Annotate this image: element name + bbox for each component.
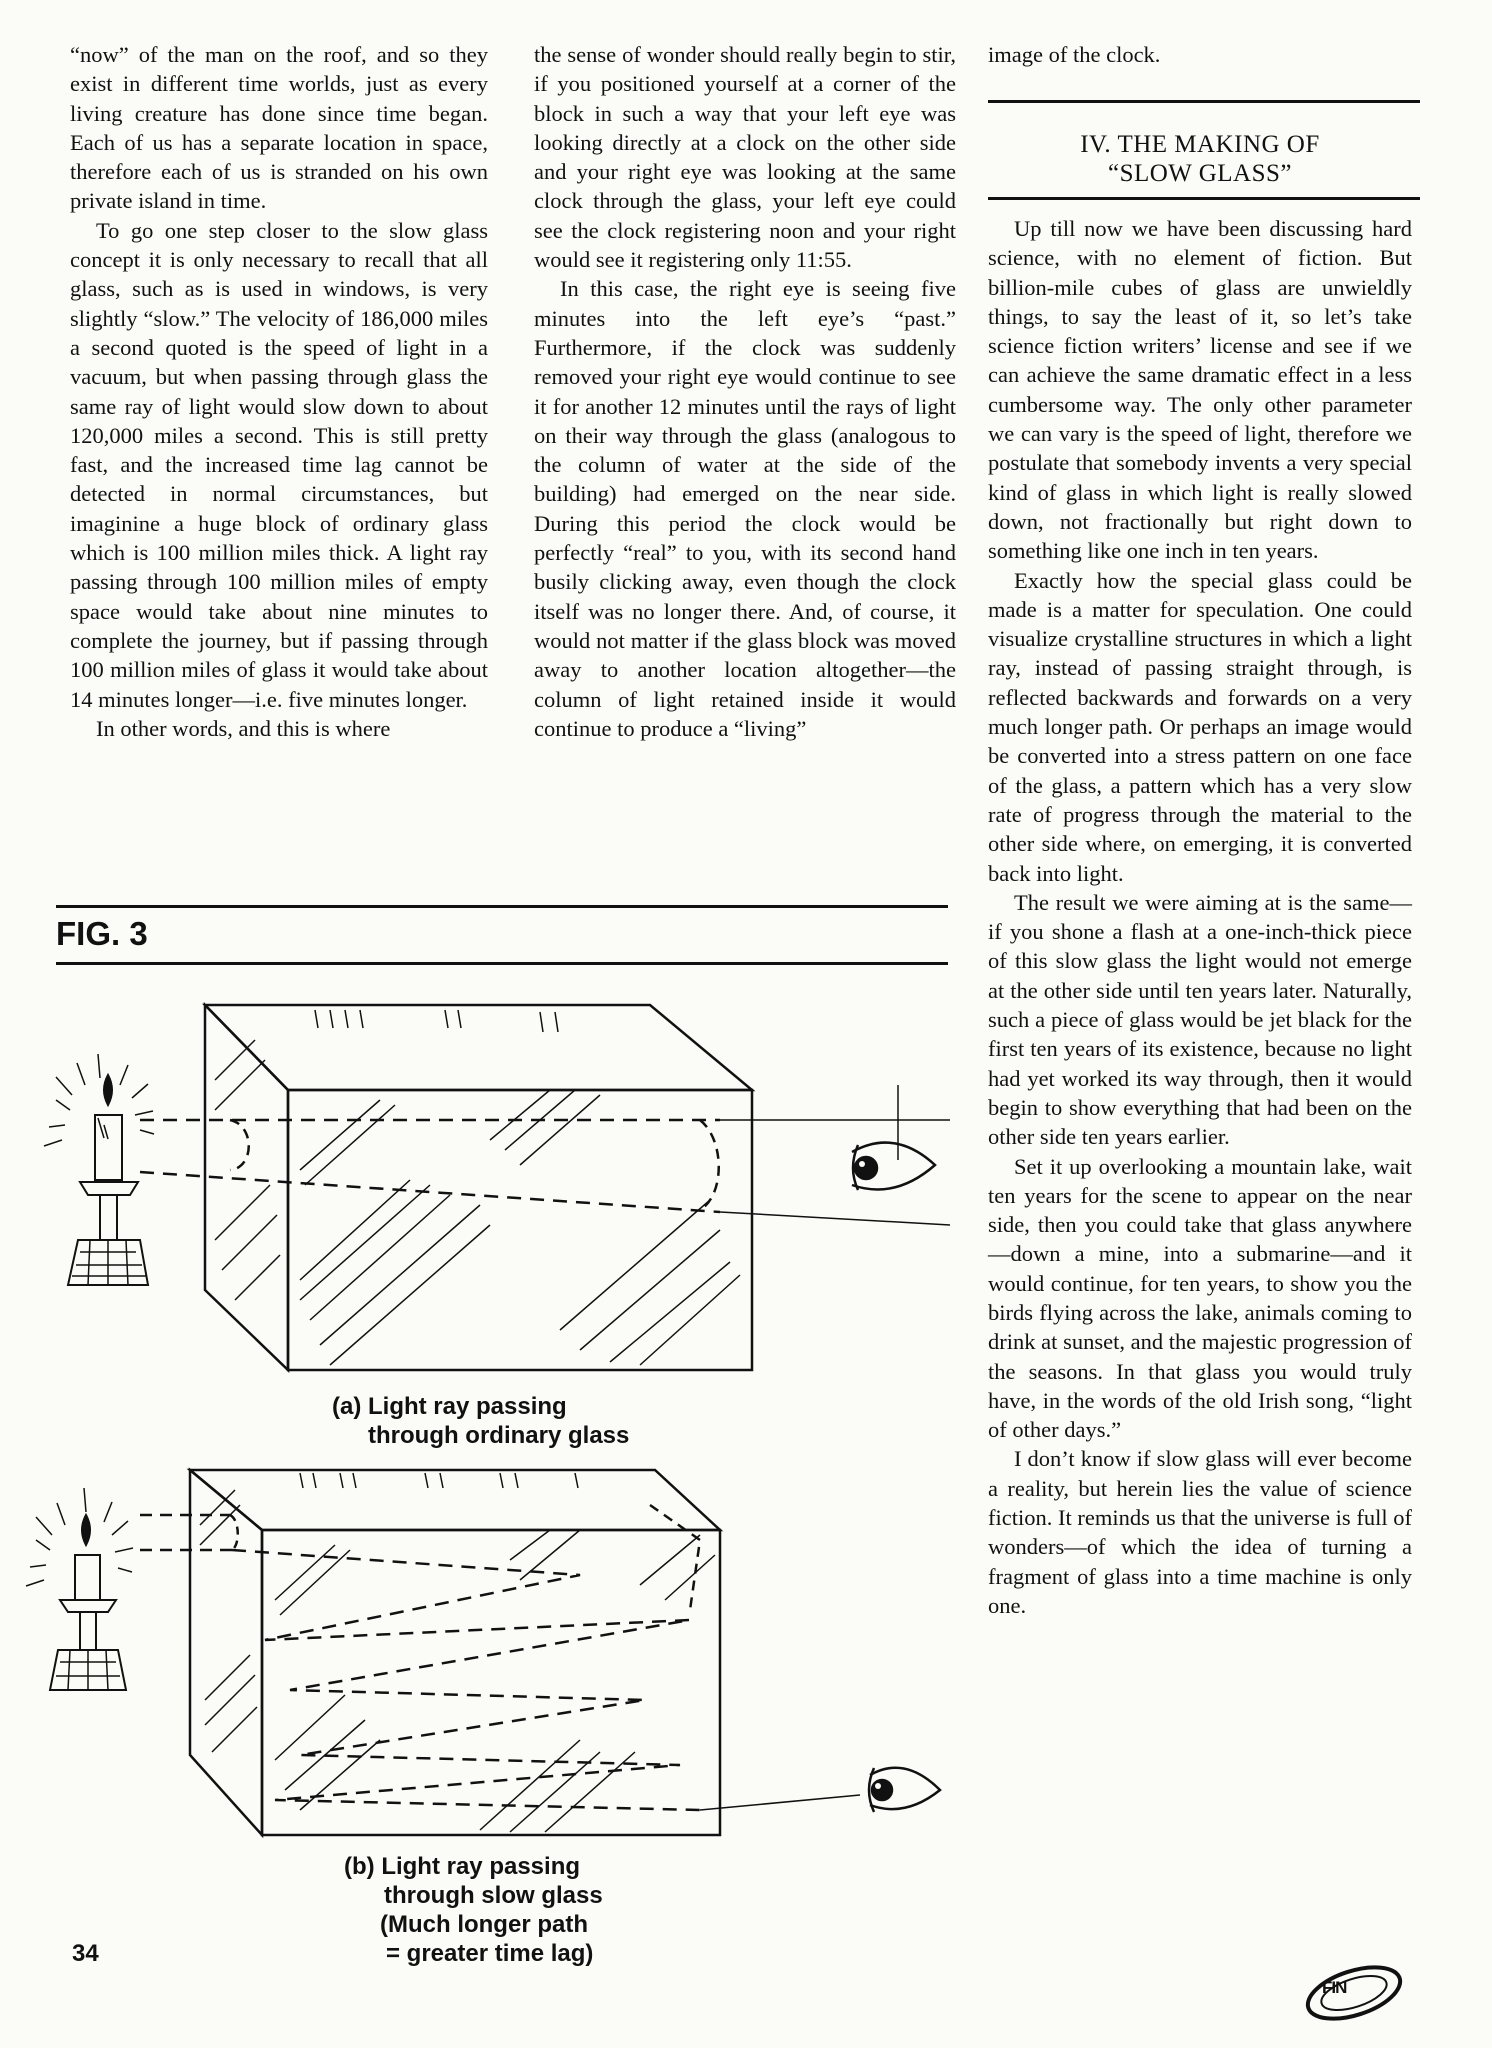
col3-paragraph-1: Up till now we have been discussing hard science, with no element of fiction. But billion-mile cubes of glass are unwieldly things, to say the least of it, so let’s take science fiction writers’ license and see if we can achieve the same dramatic effect in a less cumbersome way. The only other parameter we can vary is the speed of light, therefore we postulate that somebody invents a very special kind of glass in which light is really slowed down, not fractionally but right down to something like one inch in ten years. [988, 216, 1412, 564]
caption-a-line-1: (a) Light ray passing [332, 1393, 567, 1420]
caption-b-line-2: through slow glass [384, 1882, 603, 1909]
col3-paragraph-5: I don’t know if slow glass will ever become a reality, but herein lies the value of science fiction. It reminds us that the universe is full of wonders—of which the idea of turning a fragment of glass into a time machine is only one. [988, 1446, 1412, 1618]
caption-a [332, 1392, 629, 1450]
section-rule-bottom [988, 197, 1420, 200]
col3-lead-text: image of the clock. [988, 42, 1161, 67]
column-1 [70, 40, 488, 743]
magazine-logo [1300, 1955, 1408, 2027]
column-2 [534, 40, 956, 743]
caption-b [344, 1852, 603, 1968]
col2-paragraph-2: In this case, the right eye is seeing five minutes into the left eye’s “past.” Furthermore, if the clock was suddenly removed your right eye would continue to see it for another 12 minutes until the rays of light on their way through the glass (analogous to the column of water at the side of the building) had emerged on the near side. During this period the clock would be perfectly “real” to you, with its second hand busily clicking away, even though the clock itself was no longer there. And, of course, it would not matter if the glass block was moved away to another location altogether—the column of light retained inside it would continue to produce a “living” [534, 276, 956, 741]
ordinary-glass-block [140, 1005, 950, 1370]
figure-label: FIG. 3 [56, 915, 148, 952]
caption-b-line-4: = greater time lag) [386, 1940, 594, 1967]
figure-rule-bottom [56, 962, 948, 965]
section-heading-line-1: IV. THE MAKING OF [1080, 131, 1320, 158]
col1-paragraph-1: “now” of the man on the roof, and so they exist in different time worlds, just as every living creature has done since time began. Each of us has a separate location in space, therefore each of us is stranded on his own private island in time. [70, 42, 488, 214]
logo-text: FIN [1322, 1978, 1347, 1997]
col3-paragraph-4: Set it up overlooking a mountain lake, wait ten years for the scene to appear on the near side, then you could take that glass anywhere—down a mine, into a submarine—and it would continue, for ten years, to show you the birds flying across the lake, animals coming to drink at sunset, and the majestic progression of the seasons. In that glass you would truly have, in the words of the old Irish song, “light of other days.” [988, 1153, 1412, 1443]
section-rule-top [988, 100, 1420, 103]
column-3-lead [988, 40, 1412, 69]
candle-icon-a [44, 1054, 154, 1285]
col2-paragraph-1: the sense of wonder should really begin to stir, if you positioned yourself at a corner of the block in such a way that your left eye was looking directly at a clock on the other side and your right eye was looking at the same clock through the glass, your left eye could see the clock registering noon and your right would see it registering only 11:55. [534, 42, 956, 273]
page-number: 34 [72, 1940, 99, 1967]
figure-rule-top [56, 905, 948, 908]
eye-icon-b [869, 1768, 940, 1812]
section-heading-line-2: “SLOW GLASS” [1107, 160, 1292, 187]
eye-icon-a [852, 1143, 935, 1190]
caption-a-line-2: through ordinary glass [368, 1422, 630, 1449]
caption-b-line-3: (Much longer path [380, 1911, 588, 1938]
column-3 [988, 214, 1412, 1620]
col1-paragraph-2: To go one step closer to the slow glass concept it is only necessary to recall that all glass, such as is used in windows, is very slightly “slow.” The velocity of 186,000 miles a second quoted is the speed of light in a vacuum, but when passing through glass the same ray of light would slow down to about 120,000 miles a second. This is still pretty fast, and the increased time lag cannot be detected in normal circumstances, but imaginine a huge block of ordinary glass which is 100 million miles thick. A light ray passing through 100 million miles of empty space would take about nine minutes to complete the journey, but if passing through 100 million miles of glass it would take about 14 minutes longer—i.e. five minutes longer. [70, 217, 488, 712]
col1-paragraph-3: In other words, and this is where [96, 715, 391, 741]
section-heading [988, 130, 1412, 188]
slow-glass-block [140, 1470, 860, 1835]
candle-icon-b [26, 1488, 133, 1690]
col3-paragraph-3: The result we were aiming at is the same—if you shone a flash at a one-inch-thick piece of this slow glass the light would not emerge at the other side until ten years later. Naturally, such a piece of glass would be jet black for the first ten years of its existence, because no light had yet worked its way through, then it would begin to show everything that had been on the other side ten years earlier. [988, 889, 1412, 1150]
col3-paragraph-2: Exactly how the special glass could be made is a matter for speculation. One could visualize crystalline structures in which a light ray, instead of passing straight through, is reflected backwards and forwards on a very much longer path. Or perhaps an image would be converted into a stress pattern on one face of the glass, a pattern which has a very slow rate of progress through the material to the other side where, on emerging, it is converted back into light. [988, 567, 1412, 886]
caption-b-line-1: (b) Light ray passing [344, 1853, 581, 1880]
